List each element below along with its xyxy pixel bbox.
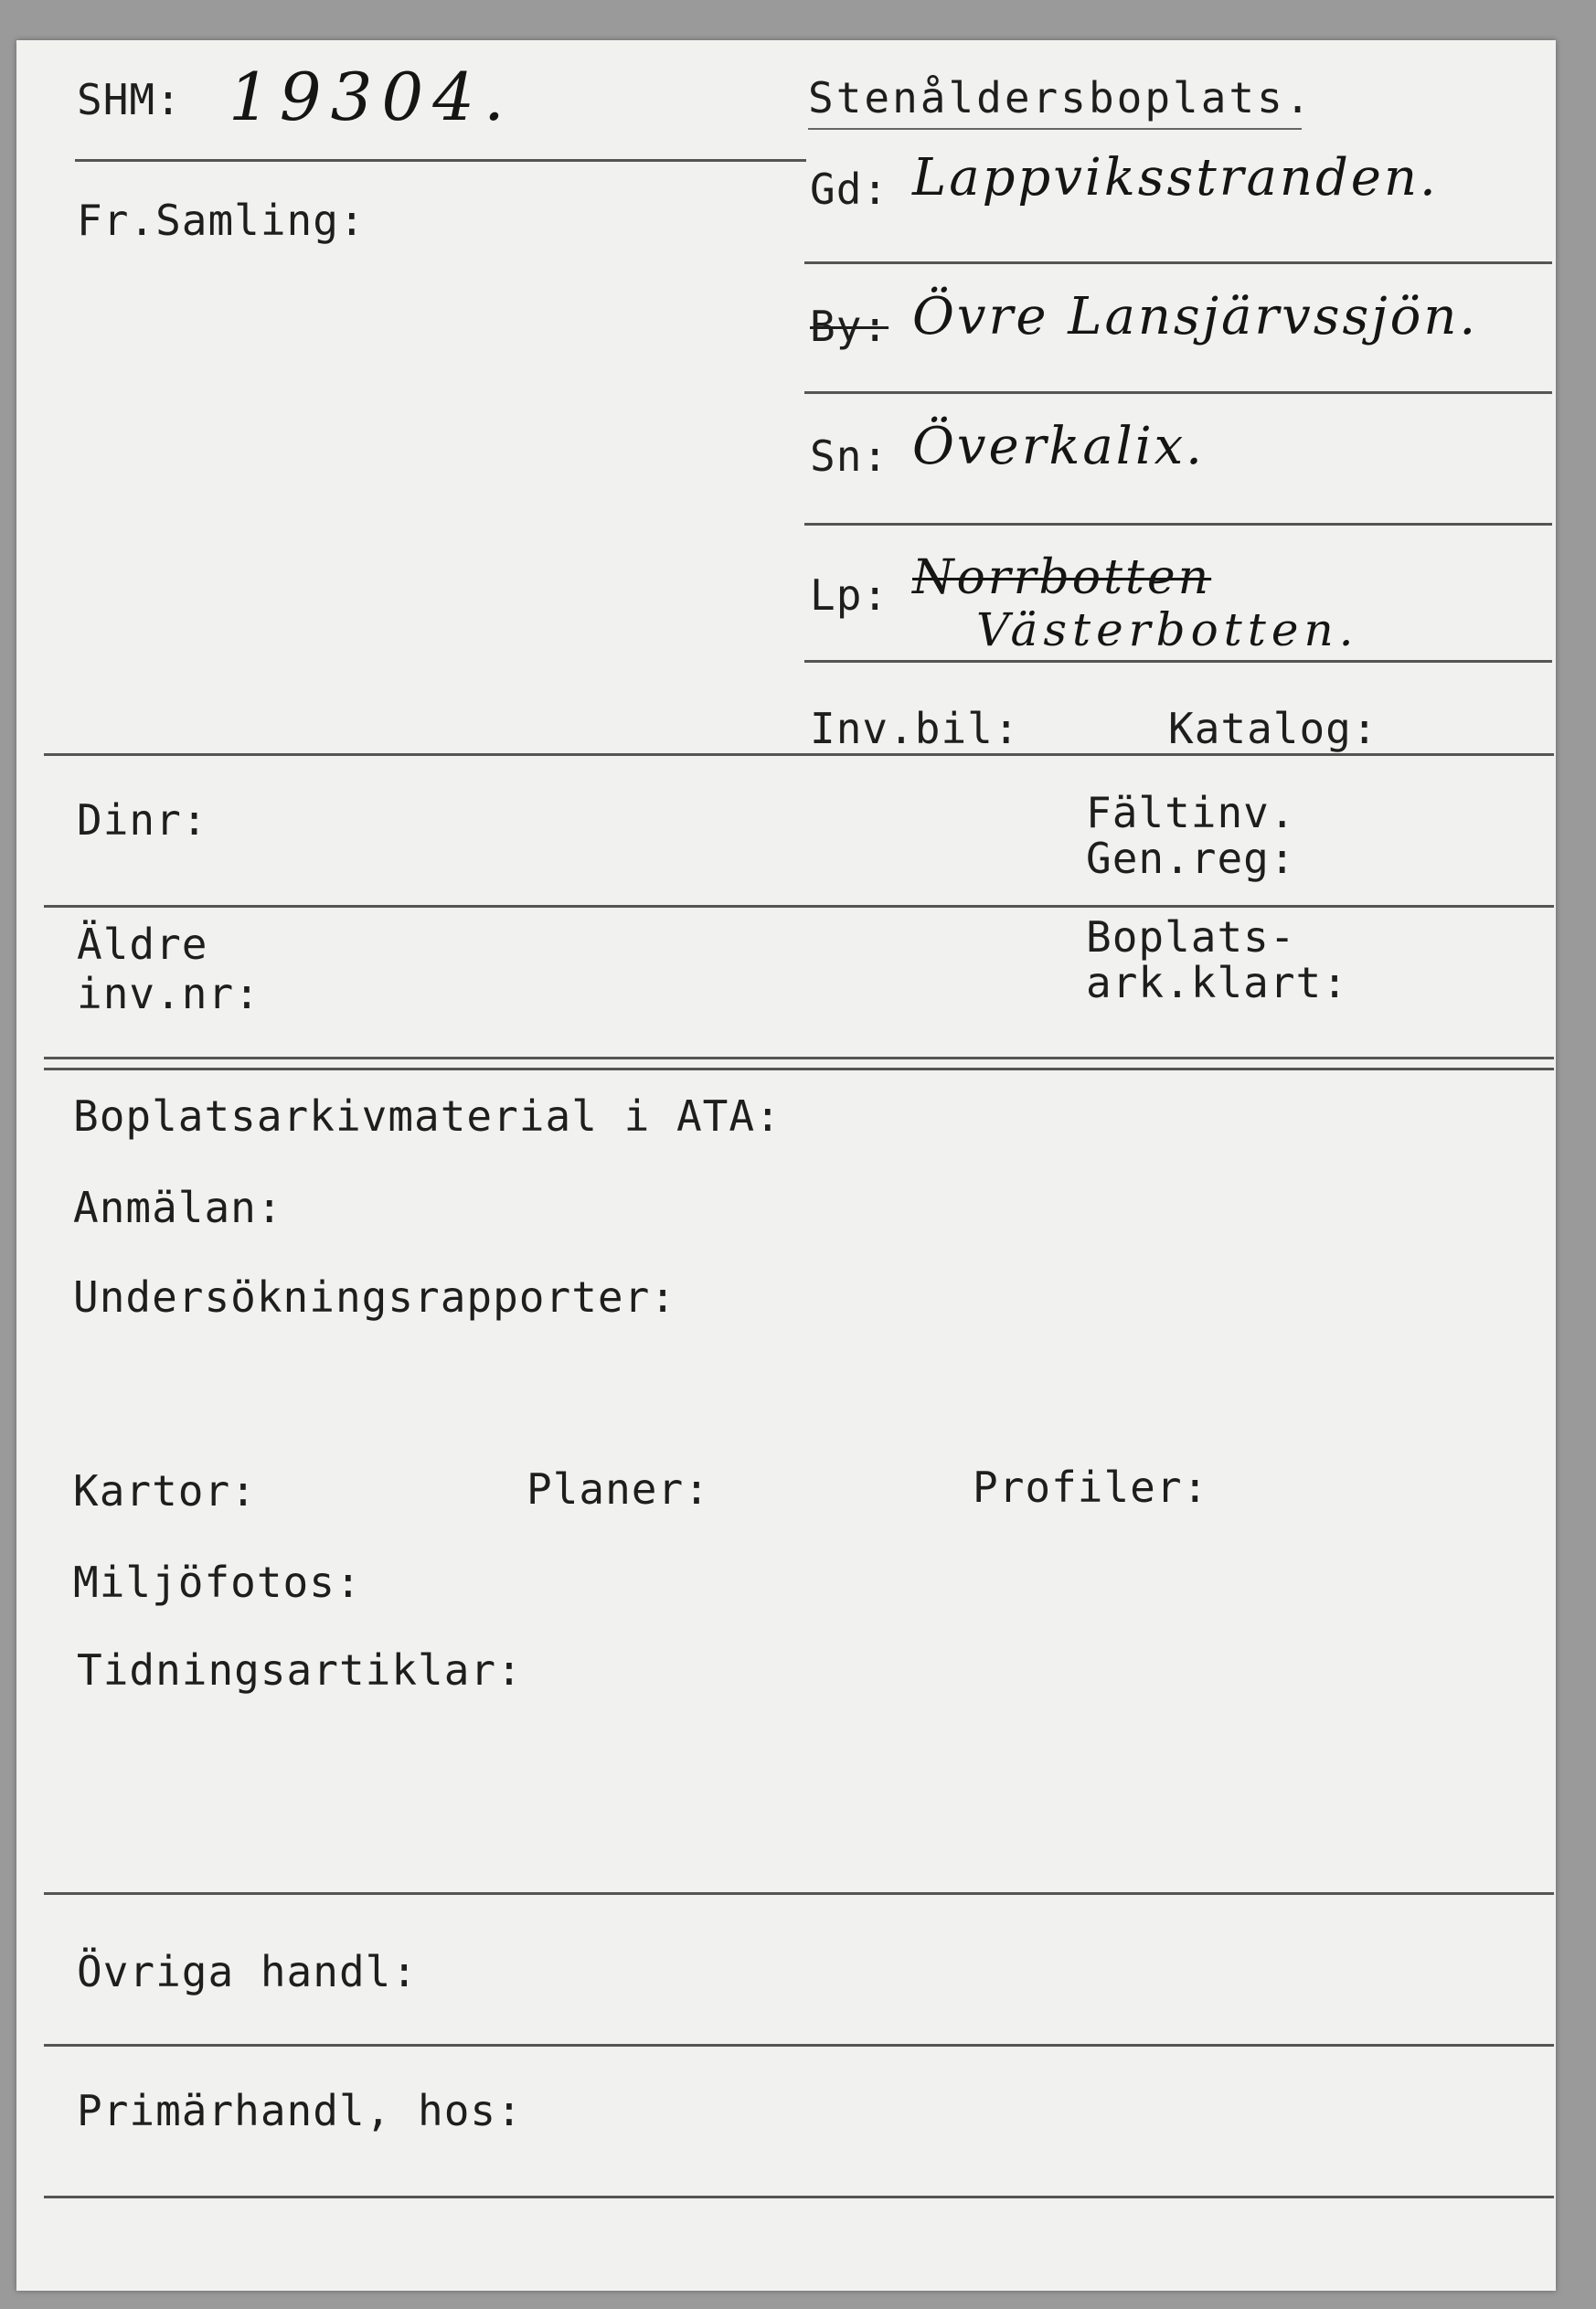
sn-label: Sn: <box>810 431 889 481</box>
shm-number: 19304. <box>229 59 514 135</box>
dinr-label: Dinr: <box>77 795 208 845</box>
inv-nr-label: inv.nr: <box>77 969 261 1018</box>
gd-label: Gd: <box>810 165 889 214</box>
gd-value: Lappviksstranden. <box>912 148 1439 207</box>
divider <box>44 905 1554 908</box>
divider <box>804 523 1552 526</box>
divider <box>44 1892 1554 1895</box>
divider <box>44 1057 1554 1059</box>
divider <box>44 2044 1554 2047</box>
divider <box>44 753 1554 756</box>
primar-label: Primärhandl, hos: <box>77 2086 523 2135</box>
miljofotos-label: Miljöfotos: <box>73 1558 362 1607</box>
site-type-title: Stenåldersboplats. <box>808 73 1314 122</box>
divider <box>75 159 806 162</box>
by-label: By: <box>810 302 889 351</box>
faltinv-label: Fältinv. <box>1086 788 1296 837</box>
lp-struck-value: Norrbotten <box>912 550 1212 605</box>
site-type-underline <box>808 128 1302 130</box>
divider <box>804 391 1552 394</box>
ovriga-label: Övriga handl: <box>77 1947 419 1996</box>
divider <box>804 660 1552 663</box>
boplats-label: Boplats- <box>1086 912 1296 962</box>
by-value: Övre Lansjärvssjön. <box>912 287 1479 346</box>
planer-label: Planer: <box>527 1464 710 1514</box>
anmalan-label: Anmälan: <box>73 1183 283 1232</box>
divider <box>44 1068 1554 1070</box>
archive-heading: Boplatsarkivmaterial i ATA: <box>73 1091 782 1141</box>
undersokning-label: Undersökningsrapporter: <box>73 1272 676 1322</box>
sn-value: Överkalix. <box>912 417 1205 476</box>
profiler-label: Profiler: <box>973 1463 1209 1512</box>
fr-samling-label: Fr.Samling: <box>77 196 366 245</box>
ark-klart-label: ark.klart: <box>1086 958 1348 1007</box>
katalog-label: Katalog: <box>1168 704 1378 753</box>
shm-label: SHM: <box>77 75 182 124</box>
kartor-label: Kartor: <box>73 1466 257 1516</box>
gen-reg-label: Gen.reg: <box>1086 834 1296 883</box>
inv-bil-label: Inv.bil: <box>810 704 1020 753</box>
aldre-label: Äldre <box>77 920 208 969</box>
lp-label: Lp: <box>810 570 889 620</box>
divider <box>804 261 1552 264</box>
divider <box>44 2196 1554 2198</box>
tidning-label: Tidningsartiklar: <box>77 1645 523 1695</box>
lp-value: Västerbotten. <box>976 603 1359 656</box>
catalog-card <box>16 40 1556 2291</box>
